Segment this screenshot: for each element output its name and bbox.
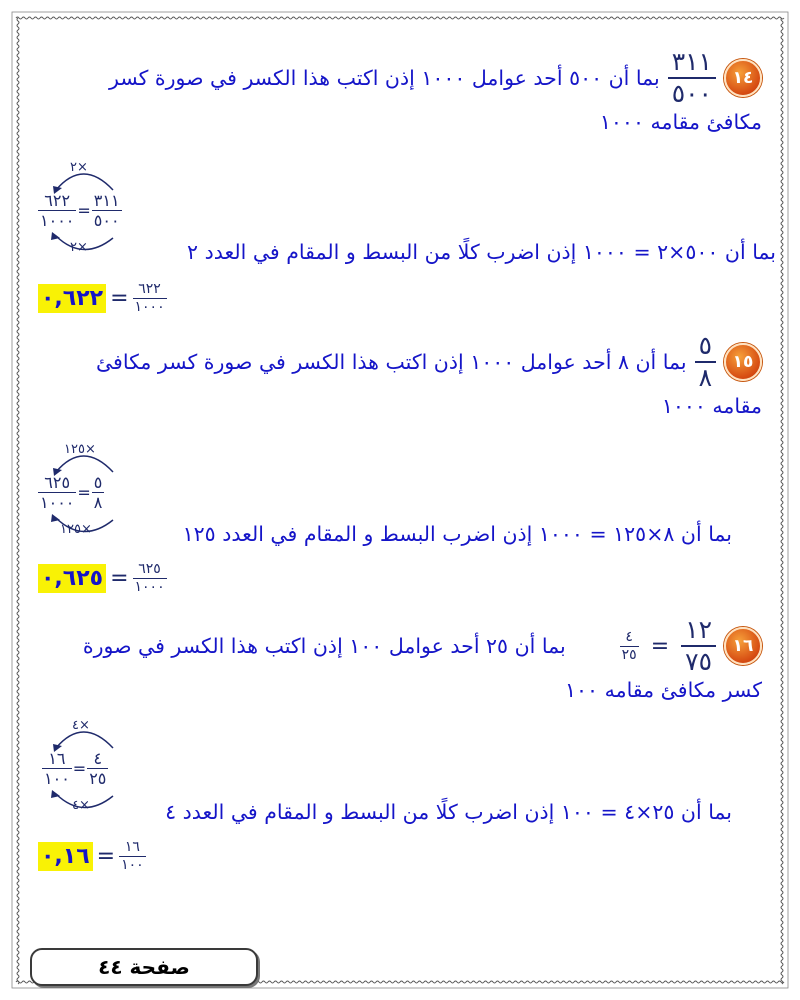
given-fraction: $\frac{٥}{٨}$ [695, 332, 716, 392]
problem-number-badge: ١٥ [724, 343, 762, 381]
result-fraction: $\frac{٦٢٢}{١٠٠٠}$ [134, 281, 165, 315]
problem-number-badge: ١٦ [724, 627, 762, 665]
answer-line-16 [38, 840, 146, 873]
equals-sign: = [77, 483, 91, 502]
equivalent-fraction: $\frac{٦٢٥}{١٠٠٠}$ [40, 473, 75, 512]
result-fraction: $\frac{١٦}{١٠٠}$ [121, 839, 144, 873]
multiplier-bottom: ٤× [72, 798, 90, 813]
multiplier-top: ٢× [70, 160, 88, 175]
decimal-answer: ٠,٦٢٢ [38, 284, 106, 313]
worksheet-content [38, 40, 776, 960]
result-fraction: $\frac{٦٢٥}{١٠٠٠}$ [134, 561, 165, 595]
equals-sign: = [110, 286, 129, 311]
equals-sign: = [110, 566, 129, 591]
answer-line-14 [38, 282, 167, 315]
problem-statement-continued: كسر مكافئ مقامه ١٠٠ [565, 678, 762, 702]
problem-statement: بما أن ٥٠٠ أحد عوامل ١٠٠٠ إذن اكتب هذا الكسر في صورة كسر [109, 66, 660, 90]
multiplier-top: ٤× [72, 718, 90, 733]
problem-16 [38, 616, 762, 706]
given-fraction: $\frac{١٢}{٧٥}$ [681, 616, 716, 676]
explanation-16: بما أن ٢٥×٤ = ١٠٠ إذن اضرب كلًا من البسط و المقام في العدد ٤ [165, 800, 732, 824]
original-fraction: $\frac{٤}{٢٥}$ [89, 749, 107, 788]
problem-statement: بما أن ٢٥ أحد عوامل ١٠٠ إذن اكتب هذا الكسر في صورة [82, 634, 566, 658]
problem-14 [38, 48, 762, 138]
equals-sign: = [72, 759, 87, 778]
equivalent-fraction: $\frac{١٦}{١٠٠}$ [44, 749, 70, 788]
explanation-15: بما أن ٨×١٢٥ = ١٠٠٠ إذن اضرب البسط و المقام في العدد ١٢٥ [182, 522, 732, 546]
problem-number-badge: ١٤ [724, 59, 762, 97]
answer-line-15 [38, 562, 167, 595]
given-fraction: $\frac{٣١١}{٥٠٠}$ [668, 48, 716, 108]
decimal-answer: ٠,١٦ [38, 842, 93, 871]
original-fraction: $\frac{٥}{٨}$ [93, 473, 103, 512]
simplified-fraction: $\frac{٤}{٢٥}$ [621, 628, 637, 663]
problem-statement: بما أن ٨ أحد عوامل ١٠٠٠ إذن اكتب هذا الكسر في صورة كسر مكافئ [95, 350, 687, 374]
multiplier-bottom: ١٢٥× [60, 522, 92, 537]
explanation-14: بما أن ٥٠٠×٢ = ١٠٠٠ إذن اضرب كلًا من البسط و المقام في العدد ٢ [187, 240, 776, 264]
equivalent-fraction: $\frac{٦٢٢}{١٠٠٠}$ [40, 191, 75, 230]
multiplier-top: ١٢٥× [64, 442, 96, 457]
equals-sign: = [650, 633, 670, 659]
original-fraction: $\frac{٣١١}{٥٠٠}$ [93, 191, 120, 230]
equals-sign: = [96, 844, 116, 869]
problem-15 [38, 332, 762, 422]
decimal-answer: ٠,٦٢٥ [38, 564, 106, 593]
multiplier-bottom: ٢× [70, 240, 88, 255]
page-number-label: صفحة ٤٤ [30, 948, 258, 986]
equals-sign: = [77, 201, 91, 220]
problem-statement-continued: مقامه ١٠٠٠ [661, 394, 762, 418]
problem-statement-continued: مكافئ مقامه ١٠٠٠ [599, 110, 762, 134]
